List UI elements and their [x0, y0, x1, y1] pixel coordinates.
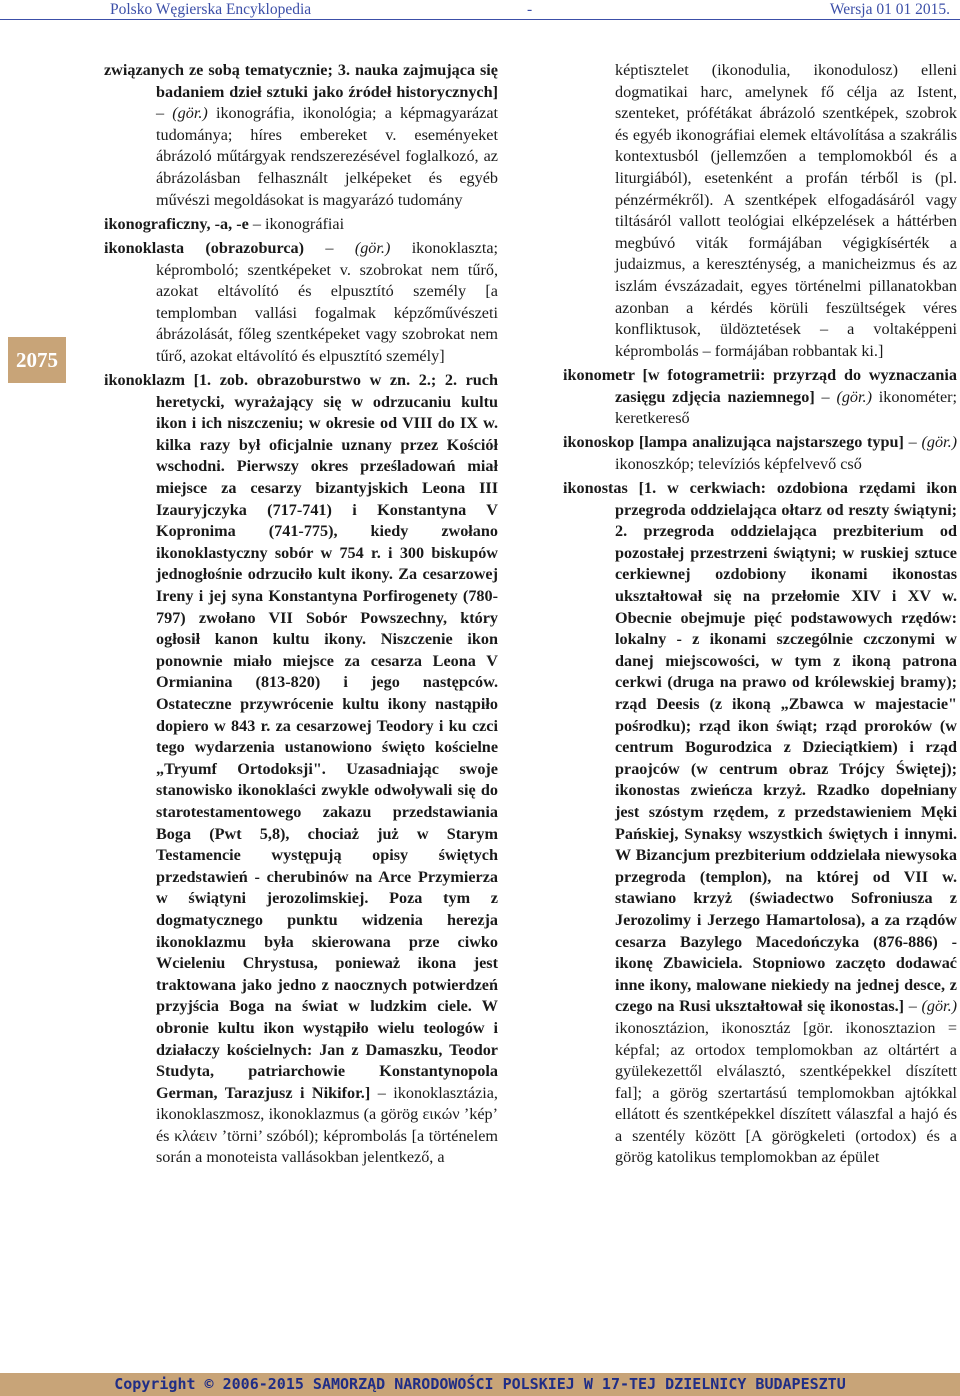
entry-paragraph — [563, 365, 957, 430]
entry-text: ikonoszkóp; televíziós képfelvevő cső — [615, 454, 862, 473]
dictionary-entry — [563, 432, 957, 475]
entry-text: ikonográfia, ikonológia; a képmagyarázat tudománya; híres embereket v. eseményeket ábrázoló műtárgyak rendszerezésével foglalkozó, az ábrázolásban felhasznált jelképeket és egyéb művészi megoldásokat is magyarázó tudomány — [156, 104, 499, 209]
entry-paragraph — [104, 60, 498, 211]
dictionary-entry — [104, 214, 498, 236]
entry-text: – — [156, 104, 173, 123]
entry-text: – ikonoklasztázia, ikonoklaszmosz, ikonoklazmus (a görög εικών ’kép’ és κλάειν ’törni’ szóból); képrombolás [a történelem során a monoteista vallásokban jelentkező, a — [156, 1083, 498, 1167]
dictionary-entry — [104, 370, 498, 1169]
entry-headword: ikonoklazm [1. zob. obrazoburstwo w zn. 2.; 2. ruch heretycki, wyrażający się w odrzucaniu kultu ikon i ich niszczeniu; w okresie od VIII do IX w. kilka razy był oficjalnie uznany przez Kościół wschodni. Pierwszy okres prześladowań miał miejsce za cesarzy bizantyjskich Leona III Izauryjczyka (717-741) i Konstantyna V Kopronima (741-775), kiedy zwołano ikonoklastyczny sobór w 754 r. i 300 biskupów jednogłośnie odrzuciło kult ikony. Za cesarzowej Ireny i jej syna Konstantyna Porfirogenety (780-797) zwołano VII Sobór Powszechny, który ogłosił kanon kultu ikony. Niszczenie ikon ponownie miało miejsce za cesarza Leona V Ormianina (813-820) i jego następców. Ostateczne przywrócenie kultu ikony nastąpiło dopiero w 843 r. za cesarzowej Teodory i ku czci tego wydarzenia ustanowiono święto kościelne „Tryumf Ortodoksji". Uzasadniając swoje stanowisko ikonoklaści zwykle odwoływali się do starotestamentowego zakazu przedstawiania Boga (Pwt 5,8), chociaż już w Starym Testamencie występują opisy świętych przedstawień - cherubinów na Arce Przymierza w świątyni jerozolimskiej. Poza tym z dogmatycznego punktu widzenia herezja ikonoklazmu była skierowana prze ciwko Wcieleniu Chrystusa, ponieważ ikona jest traktowana jako jedno z naocznych potwierdzeń przyjścia Boga na świat w ludzkim ciele. W obronie kultu ikon wystąpiło wielu teologów i działaczy kościelnych: Jan z Damaszku, Teodor Studyta, patriarchowie Konstantynopola German, Tarazjusz i Nikifor.] — [104, 371, 498, 1102]
entry-text: ikonoklaszta; képromboló; szentképeket v. szobrokat nem tűrő, azokat eltávolító és elpusztító személy [a templomban vallási fogalmak képzőművészeti ábrázolását, főleg szentképeket vagy szobrokat nem tűrő, azokat eltávolító és elpusztító személy] — [156, 238, 498, 365]
entry-paragraph — [104, 238, 498, 368]
entry-headword: związanych ze sobą tematycznie; 3. nauka zajmująca się badaniem dzieł sztuki jako źródeł historycznych] — [104, 61, 498, 101]
entry-text: – — [903, 433, 922, 452]
entry-paragraph — [104, 370, 498, 1169]
entry-paragraph — [563, 432, 957, 475]
dictionary-entry — [563, 478, 957, 1169]
entry-paragraph — [563, 478, 957, 1169]
page-header — [0, 0, 960, 20]
entry-text: – ikonográfiai — [248, 214, 345, 233]
right-column — [563, 60, 957, 1172]
entry-headword: ikonograficzny, -a, -e — [104, 214, 249, 233]
page-number-badge: 2075 — [8, 337, 66, 383]
entry-language-tag: (gör.) — [354, 238, 391, 257]
header-rule — [0, 19, 960, 20]
copyright-footer: Copyright © 2006-2015 SAMORZĄD NARODOWOŚCI POLSKIEJ W 17-TEJ DZIELNICY BUDAPESZTU — [0, 1373, 960, 1396]
entry-text: – — [904, 997, 922, 1016]
entry-language-tag: (gör.) — [921, 433, 958, 452]
dictionary-entry — [563, 365, 957, 430]
entry-language-tag: (gör.) — [921, 997, 958, 1016]
entry-text: – — [814, 387, 837, 406]
dictionary-entry — [104, 238, 498, 368]
entry-language-tag: (gör.) — [172, 104, 208, 123]
header-version: Wersja 01 01 2015. — [829, 1, 950, 18]
entry-headword: ikonoklasta (obrazoburca) — [104, 238, 305, 257]
entry-headword: ikonometr [w fotogrametrii: przyrząd do wyznaczania zasięgu zdjęcia naziemnego] — [563, 365, 957, 406]
entry-paragraph — [563, 60, 957, 362]
entry-headword: ikonostas [1. w cerkwiach: ozdobiona rzędami ikon przegroda oddzielająca ołtarz od reszty świątyni; 2. przegroda oddzielająca prezbiterium od pozostałej przestrzeni świątyni; w ruskiej sztuce cerkiewnej ozdobiony ikonami ikonostas ukształtował się na przełomie XIV i XV w. Obecnie obejmuje pięć podstawowych rzędów: lokalny - z ikonami szczególnie czczonymi w danej miejscowości, w tym z ikoną patrona cerkwi (druga na prawo od królewskiej bramy); rząd Deesis (z ikoną „Zbawca w majestacie" pośrodku); rząd ikon świąt; rząd proroków (w centrum Bogurodzica z Dzieciątkiem) i rząd praojców (w centrum obraz Trójcy Świętej); ikonostas zwieńcza krzyż. Rzadko dopełniany jest szóstym rzędem, z przedstawieniem Męki Pańskiej, Synaksy wszystkich świętych i innymi. W Bizancjum prezbiterium oddzielała niewysoka przegroda (templon), na której od VII w. stawiano krzyż (świadectwo Sofroniusza z Jerozolimy i Jerzego Hamartolosa), a za rządów cesarza Bazylego Macedończyka (876-886) - ikonę Zbawiciela. Stopniowo zaczęto dodawać inne ikony, malowane niekiedy na jednej desce, z czego na Rusi ukształtował się ikonostas.] — [563, 479, 957, 1016]
entry-headword: ikonoskop [lampa analizująca najstarszego typu] — [563, 433, 904, 452]
dictionary-entry — [563, 60, 957, 362]
left-column — [104, 60, 498, 1172]
entry-language-tag: (gör.) — [836, 387, 872, 406]
entry-paragraph — [104, 214, 498, 236]
header-title: Polsko Węgierska Encyklopedia — [110, 1, 312, 18]
dictionary-entry — [104, 60, 498, 211]
entry-text: – — [304, 238, 355, 257]
header-separator: - — [527, 1, 533, 18]
entry-text: ikonosztázion, ikonosztáz [gör. ikonosztazion = képfal; az ortodox templomokban az oltártért a gyülekezettől elválasztó, szentképekkel díszített fal]; a görög szertartású templomokban ajtókkal ellátott és szentképekkel díszített válaszfal a hajó és a szentély között [A görögkeleti (ortodox) és a görög katolikus templomokban az épület — [615, 1018, 957, 1167]
entry-text: képtisztelet (ikonodulia, ikonodulosz) elleni dogmatikai harc, amelynek fő célja az Istent, szenteket, prófétákat ábrázoló szentképek, szobrok és egyéb ikonográfiai elemek eltávolítása a szakrális kontextusból (jellemzően a templomokból és a liturgiából), esetenként a profán térből is (pl. pénzérmékről). A szentképek elfogadásáról vagy tiltásáról vallott teológiai elképzelések a háttérben megbúvó viták formájában végigkísérték a judaizmus, a kereszténység, a manicheizmus és az iszlám évszázadait, egyes történelmi pillanatokban azonban a kérdés körüli feszültségek véres konfliktusok, üldöztetések – a voltaképpeni képrombolás – formájában robbantak ki.] — [615, 61, 957, 360]
entry-text: ikonométer; keretkereső — [615, 387, 958, 428]
